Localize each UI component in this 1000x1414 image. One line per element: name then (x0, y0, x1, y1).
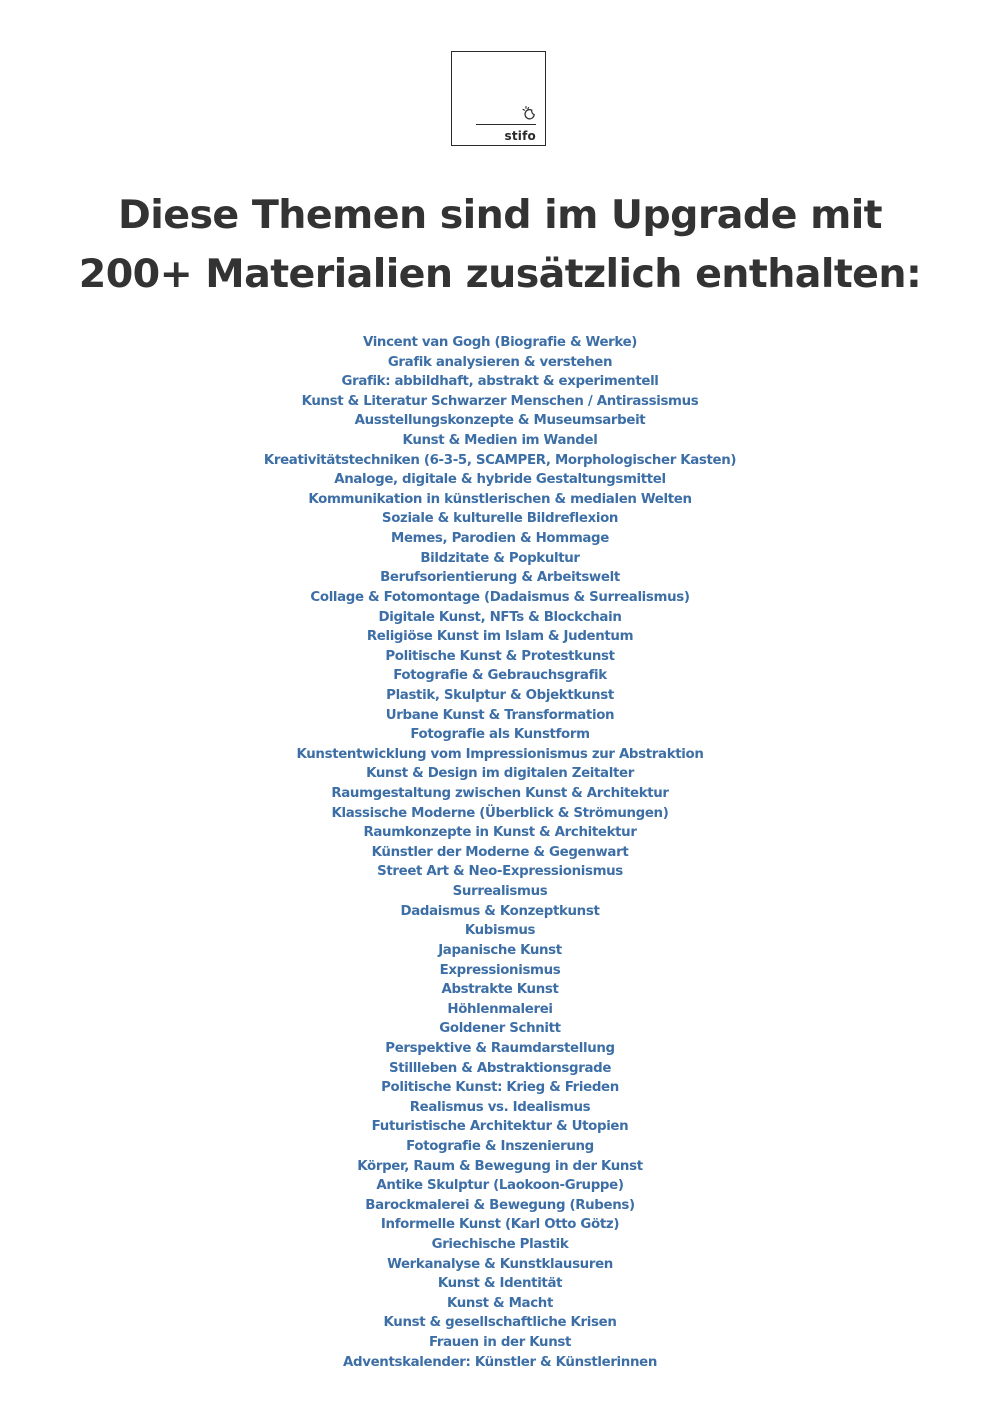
topic-item: Höhlenmalerei (447, 1001, 553, 1017)
topic-item: Plastik, Skulptur & Objektkunst (386, 687, 614, 703)
sun-moon-icon (521, 104, 537, 120)
topic-item: Street Art & Neo-Expressionismus (377, 864, 623, 880)
topic-item: Expressionismus (439, 962, 561, 978)
topic-item: Informelle Kunst (Karl Otto Götz) (380, 1217, 620, 1233)
logo-divider (476, 124, 536, 125)
topic-item: Collage & Fotomontage (Dadaismus & Surrealismus) (310, 589, 690, 605)
topic-item: Barockmalerei & Bewegung (Rubens) (365, 1197, 635, 1213)
topic-item: Surrealismus (452, 884, 548, 900)
topic-item: Künstler der Moderne & Gegenwart (371, 844, 629, 860)
topic-item: Analoge, digitale & hybride Gestaltungsmittel (334, 472, 666, 488)
topic-item: Ausstellungskonzepte & Museumsarbeit (354, 413, 646, 429)
topic-item: Kunst & Medien im Wandel (402, 433, 598, 449)
topic-item: Adventskalender: Künstler & Künstlerinnen (343, 1354, 657, 1370)
topic-item: Memes, Parodien & Hommage (391, 531, 609, 547)
topic-item: Fotografie & Inszenierung (406, 1138, 594, 1154)
topic-item: Vincent van Gogh (Biografie & Werke) (362, 335, 638, 350)
logo-text: stifo (504, 129, 536, 143)
topic-item: Kunst & Identität (437, 1276, 563, 1292)
topic-list (0, 333, 1000, 1372)
topic-item: Kommunikation in künstlerischen & medialen Welten (308, 491, 692, 507)
topic-item: Politische Kunst: Krieg & Frieden (381, 1080, 619, 1096)
topic-item: Griechische Plastik (431, 1237, 569, 1253)
topic-item: Dadaismus & Konzeptkunst (400, 903, 600, 919)
topic-item: Kreativitätstechniken (6-3-5, SCAMPER, Morphologischer Kasten) (263, 452, 737, 468)
topic-item: Perspektive & Raumdarstellung (385, 1040, 615, 1056)
topic-item: Körper, Raum & Bewegung in der Kunst (357, 1158, 643, 1174)
topic-item: Futuristische Architektur & Utopien (371, 1119, 629, 1135)
topic-item: Stillleben & Abstraktionsgrade (388, 1060, 612, 1076)
topic-item: Kunst & Literatur Schwarzer Menschen / Antirassismus (301, 393, 699, 409)
topic-item: Grafik: abbildhaft, abstrakt & experimentell (341, 374, 659, 390)
topic-item: Digitale Kunst, NFTs & Blockchain (378, 609, 622, 625)
topic-item: Politische Kunst & Protestkunst (385, 648, 615, 664)
topic-item: Klassische Moderne (Überblick & Strömungen) (331, 805, 669, 821)
topic-item: Raumkonzepte in Kunst & Architektur (363, 825, 637, 841)
topic-item: Kunst & Design im digitalen Zeitalter (366, 766, 634, 782)
topic-item: Realismus vs. Idealismus (409, 1099, 591, 1115)
topic-item: Kubismus (464, 923, 536, 939)
topic-item: Antike Skulptur (Laokoon-Gruppe) (376, 1178, 624, 1194)
topic-item: Kunstentwicklung vom Impressionismus zur Abstraktion (296, 746, 704, 762)
stifo-logo (451, 51, 546, 146)
topic-item: Bildzitate & Popkultur (420, 550, 580, 566)
page-title (0, 186, 1000, 304)
topic-item: Goldener Schnitt (439, 1021, 561, 1037)
topic-item: Japanische Kunst (438, 942, 562, 958)
topic-item: Frauen in der Kunst (428, 1335, 572, 1351)
page-title-line-1: Diese Themen sind im Upgrade mit (118, 192, 882, 238)
topic-item: Raumgestaltung zwischen Kunst & Architektur (331, 786, 669, 802)
topic-item: Werkanalyse & Kunstklausuren (387, 1256, 613, 1272)
topic-item: Abstrakte Kunst (441, 982, 559, 998)
page-title-line-2: 200+ Materialien zusätzlich enthalten: (78, 251, 922, 297)
topic-item: Fotografie als Kunstform (410, 727, 590, 743)
topic-item: Kunst & gesellschaftliche Krisen (383, 1315, 617, 1331)
topic-item: Grafik analysieren & verstehen (387, 354, 613, 370)
topic-item: Kunst & Macht (446, 1295, 553, 1311)
topic-item: Urbane Kunst & Transformation (385, 707, 615, 723)
topic-item: Fotografie & Gebrauchsgrafik (393, 668, 607, 684)
topic-item: Soziale & kulturelle Bildreflexion (381, 511, 619, 527)
topic-item: Religiöse Kunst im Islam & Judentum (366, 629, 634, 645)
topic-item: Berufsorientierung & Arbeitswelt (380, 570, 620, 586)
